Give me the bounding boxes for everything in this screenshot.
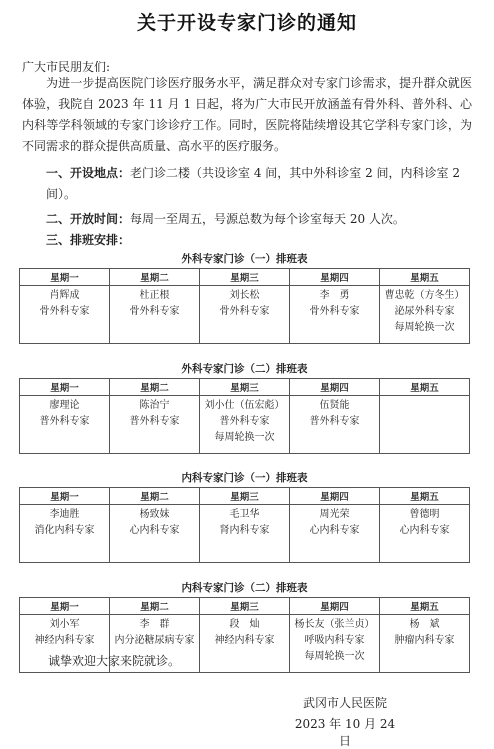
doctor-specialty: 骨外科专家	[129, 306, 180, 317]
doctor-row	[20, 286, 470, 344]
weekday-header: 星期五	[380, 597, 470, 614]
notice-title: 关于开设专家门诊的通知	[136, 12, 357, 34]
doctor-name: 刘小仕（伍宏彪）	[204, 399, 285, 411]
doctor-specialty: 消化内科专家	[34, 525, 95, 536]
schedule-caption-row	[20, 577, 470, 598]
table-spacer	[20, 344, 470, 358]
schedule-tables	[19, 248, 470, 673]
doctor-name: 肖辉成	[49, 290, 80, 301]
doctor-specialty: 骨外科专家	[309, 306, 360, 317]
table-spacer	[20, 563, 470, 577]
schedule-label: 三、排班安排：	[46, 233, 131, 247]
weekday-header-row	[20, 488, 470, 505]
doctor-specialty: 神经内科专家	[34, 634, 95, 646]
schedule-caption-row	[20, 358, 470, 379]
weekday-header: 星期三	[200, 597, 290, 614]
doctor-specialty: 普外科专家	[309, 415, 360, 427]
doctor-cell	[380, 505, 470, 563]
doctor-specialty: 内分泌糖尿病专家	[114, 634, 195, 646]
weekday-header: 星期一	[20, 269, 110, 286]
doctor-cell	[200, 286, 290, 344]
doctor-name: 杨致妹	[139, 509, 170, 520]
location-section	[46, 163, 476, 205]
doctor-specialty: 心内科专家	[399, 525, 450, 536]
rotation-note: 每周轮换一次	[304, 650, 365, 662]
weekday-header-row	[20, 269, 470, 286]
weekday-header: 星期二	[110, 269, 200, 286]
weekday-header: 星期四	[290, 488, 380, 505]
doctor-name: 李迪胜	[49, 509, 80, 520]
weekday-header: 星期二	[110, 378, 200, 395]
doctor-name: 段 灿	[229, 618, 260, 630]
weekday-header: 星期四	[290, 597, 380, 614]
doctor-cell	[380, 286, 470, 344]
doctor-specialty: 心内科专家	[129, 525, 180, 536]
schedule-caption-row	[20, 467, 470, 488]
weekday-header: 星期三	[200, 269, 290, 286]
weekday-header: 星期二	[110, 597, 200, 614]
doctor-specialty: 肿瘤内科专家	[394, 634, 455, 646]
doctor-cell	[290, 614, 380, 672]
table-spacer	[20, 453, 470, 467]
weekday-header-row	[20, 378, 470, 395]
schedule-caption: 内科专家门诊（一）排班表	[20, 467, 470, 488]
doctor-specialty: 肾内科专家	[219, 525, 270, 536]
schedule-caption: 外科专家门诊（一）排班表	[20, 248, 470, 269]
doctor-row	[20, 505, 470, 563]
doctor-cell	[20, 395, 110, 453]
schedule-table	[19, 248, 470, 673]
doctor-specialty: 泌尿外科专家	[394, 306, 455, 317]
signature: 武冈市人民医院	[302, 696, 387, 710]
weekday-header: 星期三	[200, 378, 290, 395]
intro-paragraph: 为进一步提高医院门诊医疗服务水平，满足群众对专家门诊需求，提升群众就医体验，我院自 2023 年 11 月 1 日起，将为广大市民开放涵盖有骨外科、普外科、心内科等学科领域的专家门诊诊疗工作。同时，医院将陆续增设其它学科专家门诊，为不同需求的群众提供高质量、高水平的医疗服务。	[22, 76, 472, 153]
doctor-cell	[380, 395, 470, 453]
doctor-cell	[110, 505, 200, 563]
doctor-name: 刘长松	[229, 290, 260, 301]
doctor-name: 李 群	[139, 618, 170, 630]
doctor-specialty: 呼吸内科专家	[304, 634, 365, 646]
rotation-note: 每周轮换一次	[394, 322, 455, 333]
weekday-header: 星期一	[20, 597, 110, 614]
doctor-cell	[20, 505, 110, 563]
weekday-header: 星期二	[110, 488, 200, 505]
doctor-specialty: 骨外科专家	[39, 306, 90, 317]
doctor-specialty: 普外科专家	[219, 415, 270, 427]
doctor-cell	[290, 286, 380, 344]
doctor-name: 杨长友（张兰贞）	[294, 618, 375, 630]
schedule-caption: 外科专家门诊（二）排班表	[20, 358, 470, 379]
schedule-caption: 内科专家门诊（二）排班表	[20, 577, 470, 598]
doctor-specialty: 骨外科专家	[219, 306, 270, 317]
doctor-name: 陈治宁	[139, 399, 170, 411]
doctor-cell	[290, 395, 380, 453]
doctor-name: 杨 斌	[409, 618, 440, 630]
location-text: 老门诊二楼（共设诊室 4 间，其中外科诊室 2 间，内科诊室 2 间）。	[46, 166, 460, 201]
greeting: 广大市民朋友们:	[22, 60, 111, 74]
doctor-name: 伍贤能	[319, 399, 350, 411]
time-text: 每周一至周五，号源总数为每个诊室每天 20 人次。	[130, 212, 405, 226]
doctor-name: 曾德明	[409, 509, 440, 520]
doctor-name: 曹忠乾（方冬生）	[384, 290, 465, 301]
doctor-cell	[200, 395, 290, 453]
weekday-header: 星期四	[290, 378, 380, 395]
doctor-cell	[20, 286, 110, 344]
doctor-specialty: 普外科专家	[129, 415, 180, 427]
doctor-name: 毛卫华	[229, 509, 260, 520]
doctor-cell	[380, 614, 470, 672]
doctor-cell	[200, 505, 290, 563]
closing-text: 诚挚欢迎大家来院就诊。	[48, 654, 181, 668]
weekday-header: 星期一	[20, 488, 110, 505]
doctor-specialty: 心内科专家	[309, 525, 360, 536]
doctor-cell	[110, 286, 200, 344]
schedule-caption-row	[20, 248, 470, 269]
rotation-note: 每周轮换一次	[214, 431, 275, 443]
time-label: 二、开放时间：	[46, 212, 131, 226]
doctor-name: 廖理论	[49, 399, 80, 411]
doctor-name: 李 勇	[319, 290, 350, 301]
doctor-cell	[110, 395, 200, 453]
weekday-header: 星期五	[380, 488, 470, 505]
weekday-header: 星期一	[20, 378, 110, 395]
weekday-header: 星期三	[200, 488, 290, 505]
doctor-row	[20, 395, 470, 453]
notice-date: 2023 年 10 月 24 日	[294, 717, 396, 748]
time-section	[46, 209, 476, 230]
doctor-specialty: 神经内科专家	[214, 634, 275, 646]
weekday-header-row	[20, 597, 470, 614]
doctor-name: 刘小军	[49, 618, 80, 630]
weekday-header: 星期五	[380, 378, 470, 395]
weekday-header: 星期四	[290, 269, 380, 286]
doctor-cell	[200, 614, 290, 672]
doctor-name: 杜正根	[139, 290, 170, 301]
doctor-name: 周光荣	[319, 509, 350, 520]
location-label: 一、开设地点：	[46, 166, 131, 180]
doctor-specialty: 普外科专家	[39, 415, 90, 427]
weekday-header: 星期五	[380, 269, 470, 286]
doctor-cell	[290, 505, 380, 563]
